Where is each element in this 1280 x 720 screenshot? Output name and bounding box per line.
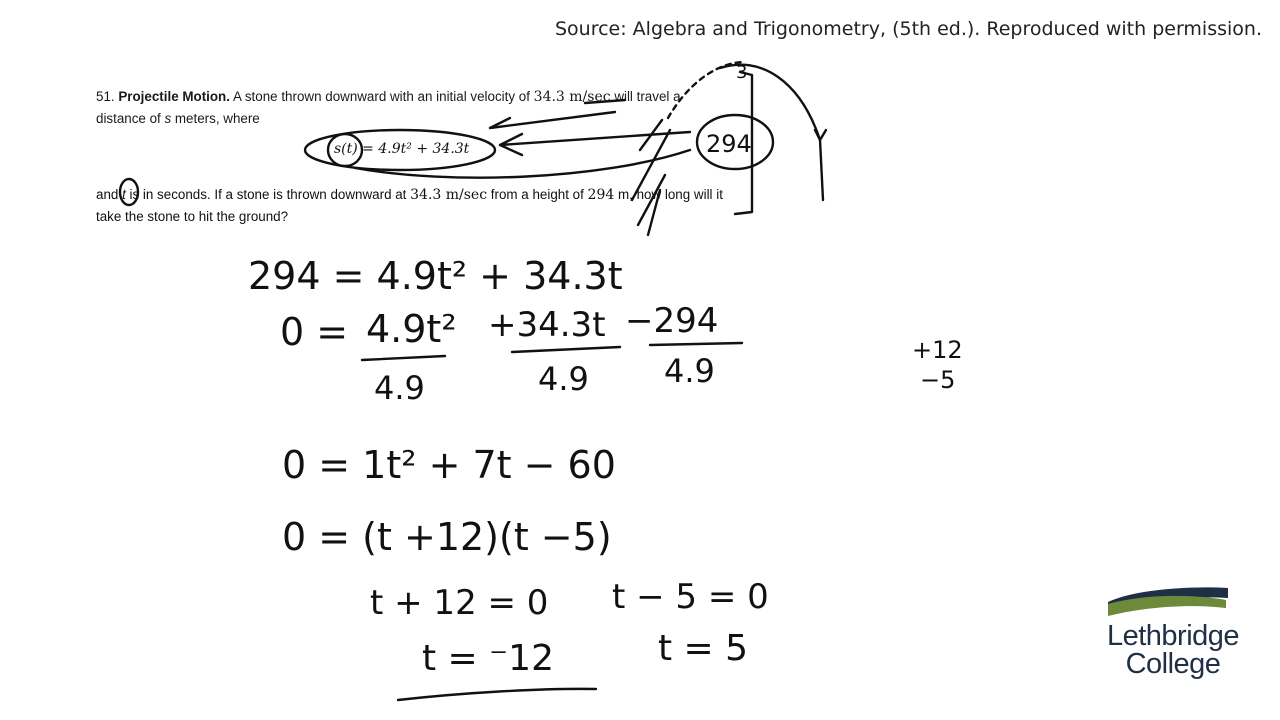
denominator-2: 4.9 bbox=[538, 360, 589, 398]
annot-top: 3 bbox=[736, 62, 748, 83]
solution-eq-1: t + 12 = 0 bbox=[370, 583, 549, 623]
work-line-1: 294 = 4.9t² + 34.3t bbox=[248, 254, 623, 298]
variable-s: s bbox=[164, 111, 172, 126]
problem-text-part: m, how long will it take the stone to hit the ground? bbox=[96, 187, 723, 224]
denominator-1: 4.9 bbox=[374, 369, 425, 407]
fraction-bars bbox=[362, 343, 742, 360]
arrow-1 bbox=[500, 132, 690, 155]
source-attribution: Source: Algebra and Trigonometry, (5th ed.). Reproduced with permission. bbox=[554, 18, 1262, 40]
underline-rejected bbox=[398, 689, 596, 700]
problem-number: 51. bbox=[96, 89, 115, 104]
solution-eq-2: t − 5 = 0 bbox=[612, 577, 769, 617]
work-line-2-lhs: 0 = bbox=[280, 310, 349, 354]
velocity-value: 34.3 m/sec bbox=[533, 89, 611, 105]
height-value: 294 bbox=[587, 187, 615, 203]
height-bracket bbox=[735, 72, 752, 214]
logo-line-1: Lethbridge bbox=[1106, 620, 1240, 652]
work-line-4: 0 = (t +12)(t −5) bbox=[282, 515, 612, 559]
variable-t: t bbox=[122, 187, 126, 202]
logo-swoosh-icon bbox=[1098, 584, 1248, 624]
problem-text-part: is in seconds. If a stone is thrown downward at bbox=[125, 187, 411, 202]
problem-heading: Projectile Motion. bbox=[118, 89, 230, 104]
trajectory-arrowhead bbox=[815, 130, 826, 140]
denominator-3: 4.9 bbox=[664, 352, 715, 390]
velocity-value-2: 34.3 m/sec bbox=[410, 187, 488, 203]
solution-2: t = 5 bbox=[658, 628, 749, 669]
logo-line-2: College bbox=[1125, 648, 1221, 680]
problem-text-part: will travel a distance of bbox=[96, 89, 681, 126]
side-note-1: +12 bbox=[912, 336, 963, 364]
side-note-2: −5 bbox=[920, 366, 956, 394]
problem-text bbox=[96, 86, 716, 129]
work-line-2-term2: +34.3t bbox=[488, 305, 606, 345]
problem-paragraph-1 bbox=[96, 86, 716, 129]
lethbridge-college-logo bbox=[1098, 584, 1248, 684]
solution-1: t = ⁻12 bbox=[422, 638, 554, 679]
distance-formula: s(t) = 4.9t² + 34.3t bbox=[334, 141, 470, 157]
work-line-3: 0 = 1t² + 7t − 60 bbox=[282, 443, 616, 487]
work-line-2-term1: 4.9t² bbox=[366, 307, 457, 351]
problem-text-part: A stone thrown downward with an initial velocity of bbox=[229, 89, 534, 104]
problem-text-part: from a height of bbox=[487, 187, 588, 202]
problem-text-part: and bbox=[96, 187, 123, 202]
annot-294: 294 bbox=[706, 130, 752, 158]
trajectory-curve bbox=[720, 65, 823, 200]
work-line-2-term3: −294 bbox=[625, 301, 719, 341]
problem-text-part: meters, where bbox=[171, 111, 260, 126]
problem-paragraph-2 bbox=[96, 184, 736, 227]
